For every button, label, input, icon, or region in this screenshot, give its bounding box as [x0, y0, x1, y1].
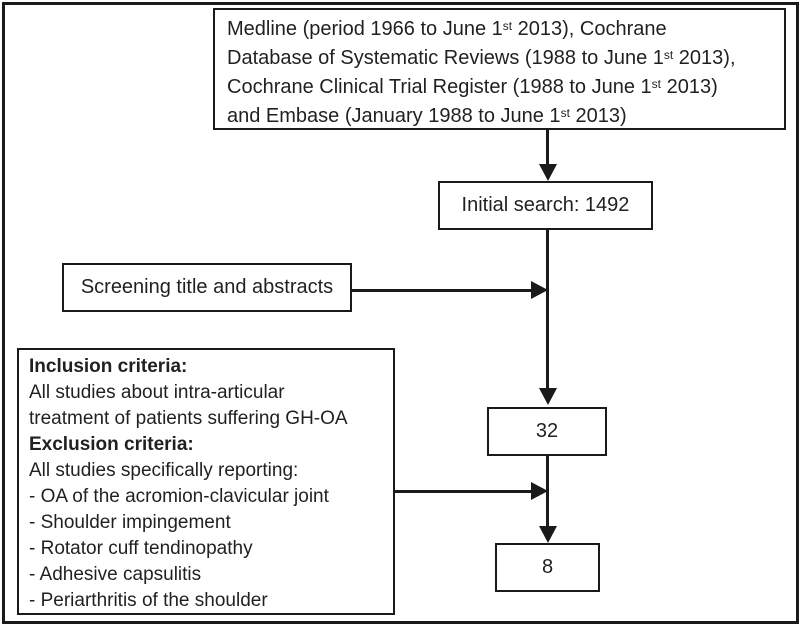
- criteria-line: All studies about intra-articular: [29, 382, 285, 403]
- databases-box: [213, 8, 786, 130]
- superscript-st: st: [651, 76, 662, 91]
- criteria-line: - OA of the acromion-clavicular joint: [29, 486, 329, 507]
- criteria-line: treatment of patients suffering GH-OA: [29, 408, 348, 429]
- count-32-value: 32: [535, 420, 559, 442]
- screening-box: [62, 263, 352, 312]
- count-8-value: 8: [541, 556, 554, 578]
- arrow-right-icon: [531, 281, 548, 299]
- criteria-box: [17, 348, 395, 615]
- arrow-down-icon: [539, 388, 557, 405]
- inclusion-criteria-heading: Inclusion criteria:: [29, 356, 188, 377]
- databases-line-1: Medline (period 1966 to June 1st 2013), Cochrane: [227, 18, 667, 40]
- exclusion-criteria-heading: Exclusion criteria:: [29, 434, 194, 455]
- databases-line-3: Cochrane Clinical Trial Register (1988 to June 1st 2013): [227, 76, 718, 98]
- criteria-line: - Shoulder impingement: [29, 512, 231, 533]
- initial-search-box: [438, 181, 653, 230]
- initial-search-label: Initial search: 1492: [461, 194, 630, 216]
- superscript-st: st: [502, 18, 513, 33]
- criteria-line: - Periarthritis of the shoulder: [29, 590, 268, 611]
- databases-line-4: and Embase (January 1988 to June 1st 2013): [227, 105, 627, 127]
- criteria-line: - Rotator cuff tendinopathy: [29, 538, 253, 559]
- count-8-box: [495, 543, 600, 592]
- databases-line-2: Database of Systematic Reviews (1988 to June 1st 2013),: [227, 47, 736, 69]
- criteria-line: - Adhesive capsulitis: [29, 564, 202, 585]
- arrow-down-icon: [539, 164, 557, 181]
- arrow-right-icon: [531, 482, 548, 500]
- screening-label: Screening title and abstracts: [80, 276, 334, 298]
- superscript-st: st: [560, 105, 570, 120]
- criteria-connector-line: [395, 490, 532, 493]
- superscript-st: st: [663, 47, 674, 62]
- connector-line-middle: [546, 230, 549, 388]
- criteria-line: All studies specifically reporting:: [29, 460, 299, 481]
- count-32-box: [487, 407, 607, 456]
- arrow-down-icon: [539, 526, 557, 543]
- screening-connector-line: [352, 289, 532, 292]
- connector-line-top: [546, 130, 549, 166]
